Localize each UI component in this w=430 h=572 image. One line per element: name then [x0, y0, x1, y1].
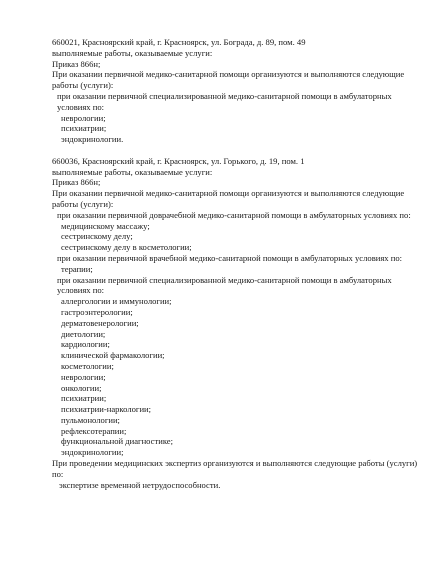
list-item: медицинскому массажу;: [61, 220, 150, 231]
list-item: рефлексотерапии;: [61, 425, 127, 436]
section-spacer: [52, 145, 422, 156]
list-item: аллергологии и иммунологии;: [61, 296, 172, 307]
section-address-1: [52, 37, 422, 145]
specialized-intro: при оказании первичной специализированной медико-санитарной помощи в амбулаторных условиях по:: [57, 90, 392, 112]
section-address-2: [52, 156, 422, 491]
list-item: терапии;: [61, 263, 93, 274]
address-line: 660021, Красноярский край, г. Красноярск, ул. Бограда, д. 89, пом. 49: [52, 37, 306, 47]
list-item: функциональной диагностике;: [61, 436, 174, 447]
address-line: 660036, Красноярский край, г. Красноярск, ул. Горького, д. 19, пом. 1: [52, 155, 305, 166]
list-item: экспертизе временной нетрудоспособности.: [59, 479, 221, 490]
list-item: эндокринологии.: [61, 134, 124, 145]
list-item: психиатрии;: [61, 393, 107, 404]
primary-care-intro: При оказании первичной медико-санитарной помощи организуются и выполняются следующие работы (услуги):: [52, 69, 405, 91]
list-item: кардиологии;: [61, 339, 110, 350]
prehospital-intro: при оказании первичной доврачебной медико-санитарной помощи в амбулаторных условиях по:: [57, 209, 411, 220]
list-item: гастроэнтерологии;: [61, 306, 133, 317]
list-item: клинической фармакологии;: [61, 350, 165, 361]
list-item: психиатрии;: [61, 123, 107, 134]
list-item: эндокринологии;: [61, 447, 124, 458]
expertise-intro: При проведении медицинских экспертиз организуются и выполняются следующие работы (услуги) по:: [52, 458, 418, 479]
list-item: диетологии;: [61, 328, 106, 339]
list-item: сестринскому делу;: [61, 231, 133, 242]
order-line: Приказ 866н;: [52, 58, 101, 69]
primary-care-intro: При оказании первичной медико-санитарной помощи организуются и выполняются следующие работы (услуги):: [52, 188, 405, 209]
list-item: косметологии;: [61, 360, 114, 371]
list-item: неврологии;: [61, 112, 106, 123]
list-item: дерматовенерологии;: [61, 317, 139, 328]
list-item: пульмонологии;: [61, 414, 120, 425]
order-line: Приказ 866н;: [52, 177, 101, 188]
physician-intro: при оказании первичной врачебной медико-санитарной помощи в амбулаторных условиях по:: [57, 252, 403, 263]
specialized-intro: при оказании первичной специализированной медико-санитарной помощи в амбулаторных условиях по:: [57, 274, 392, 296]
works-label: выполняемые работы, оказываемые услуги:: [52, 166, 213, 177]
list-item: сестринскому делу в косметологии;: [61, 242, 192, 253]
list-item: психиатрии-наркологии;: [61, 404, 152, 415]
list-item: онкологии;: [61, 382, 102, 393]
list-item: неврологии;: [61, 371, 106, 382]
works-label: выполняемые работы, оказываемые услуги:: [52, 47, 213, 58]
document-page: [52, 37, 422, 490]
